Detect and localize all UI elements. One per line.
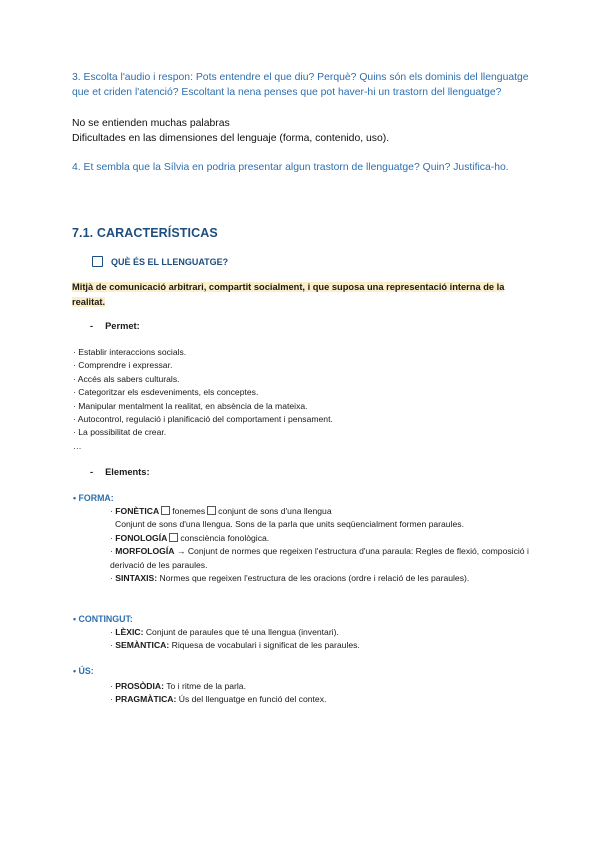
- arrow-box-icon: [161, 506, 170, 515]
- definition-highlight: [72, 280, 530, 309]
- question-3: 3. Escolta l'audio i respon: Pots entendre el que diu? Perquè? Quins són els dominis del llenguatge que et criden l'atenció? Escoltant la nena penses que pot haver-hi un trastorn del llenguatge?: [72, 72, 529, 98]
- sintaxis-text: Normes que regeixen l'estructura de les oracions (ordre i relació de les paraules).: [159, 573, 470, 584]
- fonetica-text: conjunt de sons d'una llengua: [218, 506, 332, 516]
- sintaxis-item: · SINTAXIS: Normes que regeixen l'estructura de les oracions (ordre i relació de les paraules).: [110, 573, 470, 584]
- forma-heading: • FORMA:: [73, 493, 114, 503]
- fonetica-mid: fonemes: [172, 506, 206, 516]
- prosodia-item: · PROSÒDIA: To i ritme de la parla.: [110, 681, 246, 691]
- forma-items: [110, 505, 530, 585]
- permet-list: [73, 346, 333, 453]
- morfologia-item: · MORFOLOGÍA → Conjunt de normes que regeixen l'estructura d'una paraula: Regles de flexió, composició i derivació de les paraules.: [110, 546, 529, 570]
- us-items: [110, 680, 530, 707]
- permet-heading: [90, 321, 140, 331]
- us-heading: • ÚS:: [73, 666, 94, 676]
- lexic-label: LÈXIC:: [115, 627, 144, 637]
- pragmatica-text: Ús del llenguatge en funció del contex.: [178, 694, 327, 705]
- elements-label: Elements:: [105, 467, 150, 477]
- sintaxis-label: SINTAXIS:: [115, 573, 158, 584]
- list-item: · Comprendre i expressar.: [73, 360, 173, 371]
- elements-dash: -: [90, 467, 94, 477]
- list-item: · Categoritzar els esdeveniments, els conceptes.: [73, 387, 259, 398]
- morfologia-text: → Conjunt de normes que regeixen l'estructura d'una paraula: Regles de flexió, composició i derivació de les paraules.: [110, 546, 529, 570]
- fonologia-text: consciència fonològica.: [180, 532, 270, 543]
- prosodia-label: PROSÒDIA:: [115, 681, 164, 691]
- list-item: · Establir interaccions socials.: [73, 347, 187, 357]
- contingut-items: [110, 626, 530, 653]
- fonetica-item: · FONÈTICA fonemes conjunt de sons d'una llengua: [110, 506, 332, 516]
- question-4: 4. Et sembla que la Sílvia en podria presentar algun trastorn de llenguatge? Quin? Justifica-ho.: [72, 162, 509, 173]
- semantica-item: · SEMÀNTICA: Riquesa de vocabulari i significat de les paraules.: [110, 640, 360, 651]
- semantica-label: SEMÀNTICA:: [115, 640, 170, 651]
- fonologia-item: · FONOLOGÍA consciència fonològica.: [110, 532, 270, 543]
- definition-text: Mitjà de comunicació arbitrari, compartit socialment, i que suposa una representació interna de la realitat.: [72, 282, 505, 307]
- lexic-text: Conjunt de paraules que té una llengua (inventari).: [145, 627, 339, 637]
- checkbox-heading: [92, 256, 228, 267]
- fonetica-description: Conjunt de sons d'una llengua. Sons de la parla que units seqüencialment formen paraules.: [115, 519, 464, 530]
- list-item: · Autocontrol, regulació i planificació del comportament i pensament.: [73, 414, 333, 425]
- permet-dash: -: [90, 321, 94, 331]
- list-item: · La possibilitat de crear.: [73, 427, 167, 438]
- lexic-item: · LÈXIC: Conjunt de paraules que té una llengua (inventari).: [110, 627, 339, 637]
- contingut-heading: • CONTINGUT:: [73, 614, 133, 624]
- pragmatica-item: · PRAGMÀTICA: Ús del llenguatge en funció del contex.: [110, 694, 327, 705]
- section-title: 7.1. CARACTERÍSTICAS: [72, 226, 218, 240]
- arrow-box-icon: [207, 506, 216, 515]
- prosodia-text: To i ritme de la parla.: [166, 681, 246, 691]
- permet-label: Permet:: [105, 321, 140, 331]
- checkbox-icon: [92, 256, 103, 267]
- answer-3-line-1: No se entienden muchas palabras: [72, 118, 230, 129]
- pragmatica-label: PRAGMÀTICA:: [115, 694, 177, 705]
- semantica-text: Riquesa de vocabulari i significat de les paraules.: [171, 640, 360, 651]
- answer-3-line-2: Dificultades en las dimensiones del lenguaje (forma, contenido, uso).: [72, 133, 390, 144]
- elements-heading: [90, 467, 150, 477]
- morfologia-label: MORFOLOGÍA: [115, 546, 175, 557]
- fonologia-label: FONOLOGÍA: [115, 532, 168, 543]
- list-item: · Manipular mentalment la realitat, en absència de la mateixa.: [73, 400, 308, 411]
- list-item: · Accés als sabers culturals.: [73, 373, 180, 384]
- checkbox-heading-label: QUÈ ÉS EL LLENGUATGE?: [111, 256, 229, 267]
- arrow-box-icon: [169, 533, 178, 542]
- list-item: …: [73, 440, 82, 451]
- fonetica-label: FONÈTICA: [115, 506, 160, 516]
